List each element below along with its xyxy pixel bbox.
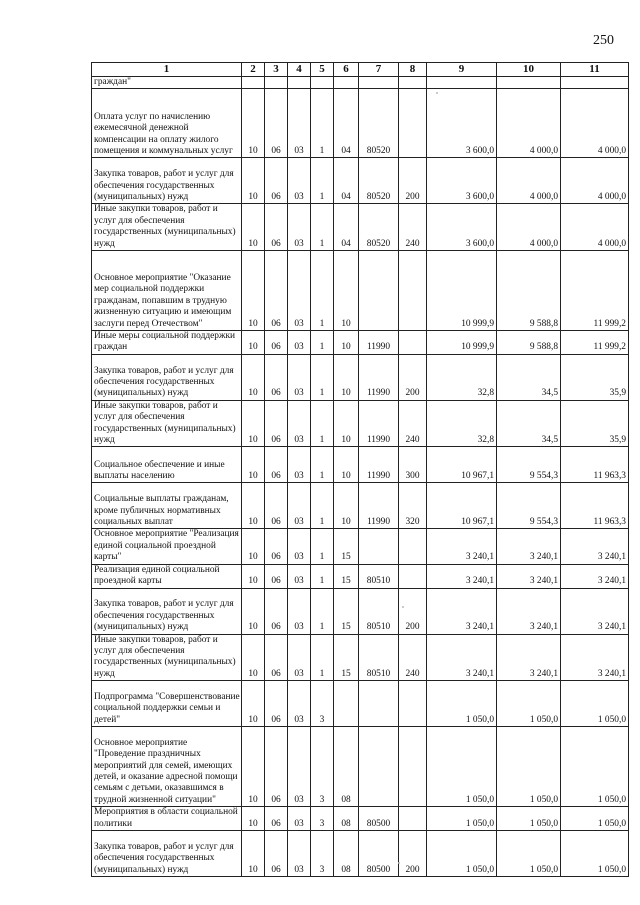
amount-year-1: 10 999,9 — [427, 331, 497, 355]
code-direction — [359, 251, 399, 331]
code-subprogram: 3 — [311, 681, 334, 727]
code-subprogram: 1 — [311, 529, 334, 564]
code-section: 10 — [242, 807, 265, 831]
amount-year-3: 4 000,0 — [561, 204, 629, 251]
column-header: 3 — [265, 63, 288, 77]
code-subsection: 06 — [265, 204, 288, 251]
code-activity: 10 — [334, 400, 359, 447]
code-direction — [359, 77, 399, 89]
code-subprogram: 1 — [311, 483, 334, 529]
code-subsection: 06 — [265, 634, 288, 681]
amount-year-2: 34,5 — [497, 400, 561, 447]
scan-speck — [398, 862, 400, 864]
code-activity: 15 — [334, 634, 359, 681]
table-row — [92, 204, 629, 251]
code-program: 03 — [288, 447, 311, 483]
code-section: 10 — [242, 681, 265, 727]
amount-year-2: 1 050,0 — [497, 830, 561, 876]
table-row — [92, 483, 629, 529]
amount-year-3: 11 963,3 — [561, 447, 629, 483]
amount-year-3: 4 000,0 — [561, 89, 629, 158]
code-subprogram: 1 — [311, 331, 334, 355]
code-expense-type: 240 — [399, 204, 427, 251]
amount-year-3: 11 963,3 — [561, 483, 629, 529]
table-row — [92, 251, 629, 331]
row-name: Социальное обеспечение и иные выплаты населению — [92, 447, 242, 483]
code-subsection: 06 — [265, 447, 288, 483]
code-program: 03 — [288, 529, 311, 564]
code-expense-type — [399, 331, 427, 355]
code-subprogram: 3 — [311, 727, 334, 807]
code-expense-type: 240 — [399, 634, 427, 681]
row-name: Иные закупки товаров, работ и услуг для обеспечения государственных (муниципальных) нужд — [92, 400, 242, 447]
amount-year-3: 3 240,1 — [561, 634, 629, 681]
code-direction: 80520 — [359, 89, 399, 158]
code-expense-type — [399, 564, 427, 588]
table-row — [92, 447, 629, 483]
code-section: 10 — [242, 447, 265, 483]
code-subsection: 06 — [265, 331, 288, 355]
code-direction: 11990 — [359, 354, 399, 400]
table-row — [92, 634, 629, 681]
amount-year-3: 3 240,1 — [561, 564, 629, 588]
table-row — [92, 529, 629, 564]
amount-year-2: 3 240,1 — [497, 529, 561, 564]
code-activity: 10 — [334, 354, 359, 400]
code-direction: 80510 — [359, 564, 399, 588]
code-direction: 11990 — [359, 400, 399, 447]
code-direction — [359, 681, 399, 727]
amount-year-3: 3 240,1 — [561, 588, 629, 634]
amount-year-2: 4 000,0 — [497, 89, 561, 158]
code-subsection: 06 — [265, 251, 288, 331]
code-subsection: 06 — [265, 830, 288, 876]
scan-speck — [436, 92, 438, 94]
amount-year-1 — [427, 77, 497, 89]
code-subsection: 06 — [265, 158, 288, 204]
row-name: Подпрограмма "Совершенствование социальной поддержки семьи и детей" — [92, 681, 242, 727]
amount-year-2: 3 240,1 — [497, 588, 561, 634]
code-activity: 04 — [334, 158, 359, 204]
amount-year-2: 9 588,8 — [497, 251, 561, 331]
column-header: 6 — [334, 63, 359, 77]
code-subprogram: 1 — [311, 588, 334, 634]
column-header: 9 — [427, 63, 497, 77]
code-expense-type: 200 — [399, 158, 427, 204]
column-header: 1 — [92, 63, 242, 77]
amount-year-1: 1 050,0 — [427, 681, 497, 727]
amount-year-2 — [497, 77, 561, 89]
code-section: 10 — [242, 588, 265, 634]
code-section: 10 — [242, 354, 265, 400]
code-section: 10 — [242, 483, 265, 529]
code-program: 03 — [288, 564, 311, 588]
table-row — [92, 158, 629, 204]
budget-table — [91, 62, 629, 877]
code-program: 03 — [288, 483, 311, 529]
code-subsection: 06 — [265, 564, 288, 588]
amount-year-2: 1 050,0 — [497, 807, 561, 831]
code-activity: 15 — [334, 588, 359, 634]
code-expense-type: 200 — [399, 830, 427, 876]
code-subprogram: 1 — [311, 89, 334, 158]
code-activity: 08 — [334, 830, 359, 876]
header-row — [92, 63, 629, 77]
amount-year-2: 3 240,1 — [497, 634, 561, 681]
table-row — [92, 681, 629, 727]
row-name: Реализация единой социальной проездной карты — [92, 564, 242, 588]
amount-year-2: 1 050,0 — [497, 681, 561, 727]
code-program: 03 — [288, 727, 311, 807]
code-activity: 04 — [334, 89, 359, 158]
table-row — [92, 727, 629, 807]
column-header: 2 — [242, 63, 265, 77]
amount-year-3: 1 050,0 — [561, 830, 629, 876]
amount-year-1: 3 600,0 — [427, 204, 497, 251]
code-expense-type: 320 — [399, 483, 427, 529]
code-activity: 10 — [334, 251, 359, 331]
code-section: 10 — [242, 204, 265, 251]
amount-year-3: 1 050,0 — [561, 807, 629, 831]
code-expense-type: 200 — [399, 354, 427, 400]
code-activity: 08 — [334, 807, 359, 831]
row-name: Закупка товаров, работ и услуг для обеспечения государственных (муниципальных) нужд — [92, 158, 242, 204]
table-row — [92, 400, 629, 447]
code-activity: 15 — [334, 564, 359, 588]
amount-year-1: 10 967,1 — [427, 483, 497, 529]
amount-year-1: 10 999,9 — [427, 251, 497, 331]
amount-year-2: 9 554,3 — [497, 447, 561, 483]
row-name: Основное мероприятие "Проведение праздничных мероприятий для семей, имеющих детей, и оказание адресной помощи семьям с детьми, оказавшимся в трудной жизненной ситуации" — [92, 727, 242, 807]
code-expense-type — [399, 807, 427, 831]
row-name: Закупка товаров, работ и услуг для обеспечения государственных (муниципальных) нужд — [92, 830, 242, 876]
code-activity — [334, 77, 359, 89]
amount-year-1: 10 967,1 — [427, 447, 497, 483]
amount-year-3: 1 050,0 — [561, 727, 629, 807]
row-name: Основное мероприятие "Оказание мер социальной поддержки гражданам, попавшим в трудную жизненную ситуацию и имеющим заслуги перед Отечеством" — [92, 251, 242, 331]
code-activity: 10 — [334, 447, 359, 483]
code-subprogram: 3 — [311, 830, 334, 876]
page-number: 250 — [593, 33, 614, 48]
amount-year-1: 3 240,1 — [427, 529, 497, 564]
code-subprogram: 1 — [311, 634, 334, 681]
amount-year-3 — [561, 77, 629, 89]
code-section: 10 — [242, 251, 265, 331]
code-program: 03 — [288, 354, 311, 400]
code-activity: 10 — [334, 331, 359, 355]
row-name: Закупка товаров, работ и услуг для обеспечения государственных (муниципальных) нужд — [92, 354, 242, 400]
table-row — [92, 77, 629, 89]
code-subprogram: 1 — [311, 400, 334, 447]
amount-year-1: 1 050,0 — [427, 807, 497, 831]
code-section: 10 — [242, 727, 265, 807]
code-direction: 80500 — [359, 807, 399, 831]
row-name: Социальные выплаты гражданам, кроме публичных нормативных социальных выплат — [92, 483, 242, 529]
amount-year-3: 35,9 — [561, 400, 629, 447]
scan-speck — [402, 606, 404, 608]
code-subsection — [265, 77, 288, 89]
code-program: 03 — [288, 588, 311, 634]
code-program: 03 — [288, 400, 311, 447]
code-subsection: 06 — [265, 483, 288, 529]
code-subsection: 06 — [265, 681, 288, 727]
row-name: Иные закупки товаров, работ и услуг для обеспечения государственных (муниципальных) нужд — [92, 204, 242, 251]
code-expense-type: 300 — [399, 447, 427, 483]
code-expense-type — [399, 681, 427, 727]
code-section: 10 — [242, 529, 265, 564]
code-subprogram: 1 — [311, 564, 334, 588]
code-program: 03 — [288, 807, 311, 831]
code-expense-type — [399, 89, 427, 158]
code-expense-type: 200 — [399, 588, 427, 634]
amount-year-3: 3 240,1 — [561, 529, 629, 564]
amount-year-2: 9 554,3 — [497, 483, 561, 529]
table-row — [92, 331, 629, 355]
code-program: 03 — [288, 681, 311, 727]
column-header: 5 — [311, 63, 334, 77]
code-program: 03 — [288, 830, 311, 876]
code-activity — [334, 681, 359, 727]
table-row — [92, 89, 629, 158]
code-program: 03 — [288, 331, 311, 355]
code-direction: 80510 — [359, 634, 399, 681]
amount-year-2: 1 050,0 — [497, 727, 561, 807]
amount-year-3: 35,9 — [561, 354, 629, 400]
amount-year-3: 11 999,2 — [561, 251, 629, 331]
code-direction — [359, 529, 399, 564]
amount-year-2: 9 588,8 — [497, 331, 561, 355]
code-subsection: 06 — [265, 89, 288, 158]
code-section: 10 — [242, 830, 265, 876]
code-activity: 04 — [334, 204, 359, 251]
amount-year-1: 3 600,0 — [427, 89, 497, 158]
amount-year-2: 34,5 — [497, 354, 561, 400]
code-program: 03 — [288, 89, 311, 158]
column-header: 4 — [288, 63, 311, 77]
code-section: 10 — [242, 158, 265, 204]
code-expense-type — [399, 529, 427, 564]
code-direction: 80500 — [359, 830, 399, 876]
code-direction: 80510 — [359, 588, 399, 634]
row-name: Основное мероприятие "Реализация единой социальной проездной карты" — [92, 529, 242, 564]
code-program — [288, 77, 311, 89]
code-activity: 15 — [334, 529, 359, 564]
code-subprogram: 1 — [311, 158, 334, 204]
amount-year-2: 4 000,0 — [497, 158, 561, 204]
code-activity: 10 — [334, 483, 359, 529]
code-direction: 11990 — [359, 331, 399, 355]
code-subsection: 06 — [265, 588, 288, 634]
table-row — [92, 807, 629, 831]
code-section: 10 — [242, 89, 265, 158]
row-name: Иные меры социальной поддержки граждан — [92, 331, 242, 355]
code-subsection: 06 — [265, 807, 288, 831]
amount-year-1: 3 240,1 — [427, 588, 497, 634]
column-header: 11 — [561, 63, 629, 77]
code-program: 03 — [288, 158, 311, 204]
table-row — [92, 830, 629, 876]
code-section: 10 — [242, 634, 265, 681]
amount-year-1: 32,8 — [427, 354, 497, 400]
code-expense-type — [399, 251, 427, 331]
code-subprogram: 1 — [311, 354, 334, 400]
code-section — [242, 77, 265, 89]
column-header: 7 — [359, 63, 399, 77]
code-subprogram: 3 — [311, 807, 334, 831]
column-header: 10 — [497, 63, 561, 77]
code-subprogram: 1 — [311, 251, 334, 331]
code-section: 10 — [242, 400, 265, 447]
code-subsection: 06 — [265, 400, 288, 447]
amount-year-1: 3 240,1 — [427, 634, 497, 681]
code-direction — [359, 727, 399, 807]
code-expense-type — [399, 727, 427, 807]
amount-year-1: 1 050,0 — [427, 830, 497, 876]
table-row — [92, 354, 629, 400]
code-subprogram: 1 — [311, 447, 334, 483]
amount-year-1: 32,8 — [427, 400, 497, 447]
column-header: 8 — [399, 63, 427, 77]
code-direction: 11990 — [359, 483, 399, 529]
row-name: граждан" — [92, 77, 242, 89]
amount-year-1: 1 050,0 — [427, 727, 497, 807]
code-section: 10 — [242, 564, 265, 588]
code-expense-type — [399, 77, 427, 89]
code-direction: 80520 — [359, 158, 399, 204]
code-subprogram: 1 — [311, 204, 334, 251]
amount-year-3: 11 999,2 — [561, 331, 629, 355]
code-subsection: 06 — [265, 354, 288, 400]
row-name: Оплата услуг по начислению ежемесячной денежной компенсации на оплату жилого помещения и коммунальных услуг — [92, 89, 242, 158]
amount-year-3: 1 050,0 — [561, 681, 629, 727]
code-program: 03 — [288, 204, 311, 251]
amount-year-1: 3 240,1 — [427, 564, 497, 588]
amount-year-2: 3 240,1 — [497, 564, 561, 588]
amount-year-1: 3 600,0 — [427, 158, 497, 204]
code-direction: 80520 — [359, 204, 399, 251]
code-expense-type: 240 — [399, 400, 427, 447]
code-activity: 08 — [334, 727, 359, 807]
row-name: Иные закупки товаров, работ и услуг для обеспечения государственных (муниципальных) нужд — [92, 634, 242, 681]
code-program: 03 — [288, 634, 311, 681]
code-subsection: 06 — [265, 529, 288, 564]
row-name: Закупка товаров, работ и услуг для обеспечения государственных (муниципальных) нужд — [92, 588, 242, 634]
amount-year-2: 4 000,0 — [497, 204, 561, 251]
code-subsection: 06 — [265, 727, 288, 807]
code-subprogram — [311, 77, 334, 89]
table-row — [92, 588, 629, 634]
row-name: Мероприятия в области социальной политики — [92, 807, 242, 831]
code-program: 03 — [288, 251, 311, 331]
code-section: 10 — [242, 331, 265, 355]
amount-year-3: 4 000,0 — [561, 158, 629, 204]
table-row — [92, 564, 629, 588]
code-direction: 11990 — [359, 447, 399, 483]
